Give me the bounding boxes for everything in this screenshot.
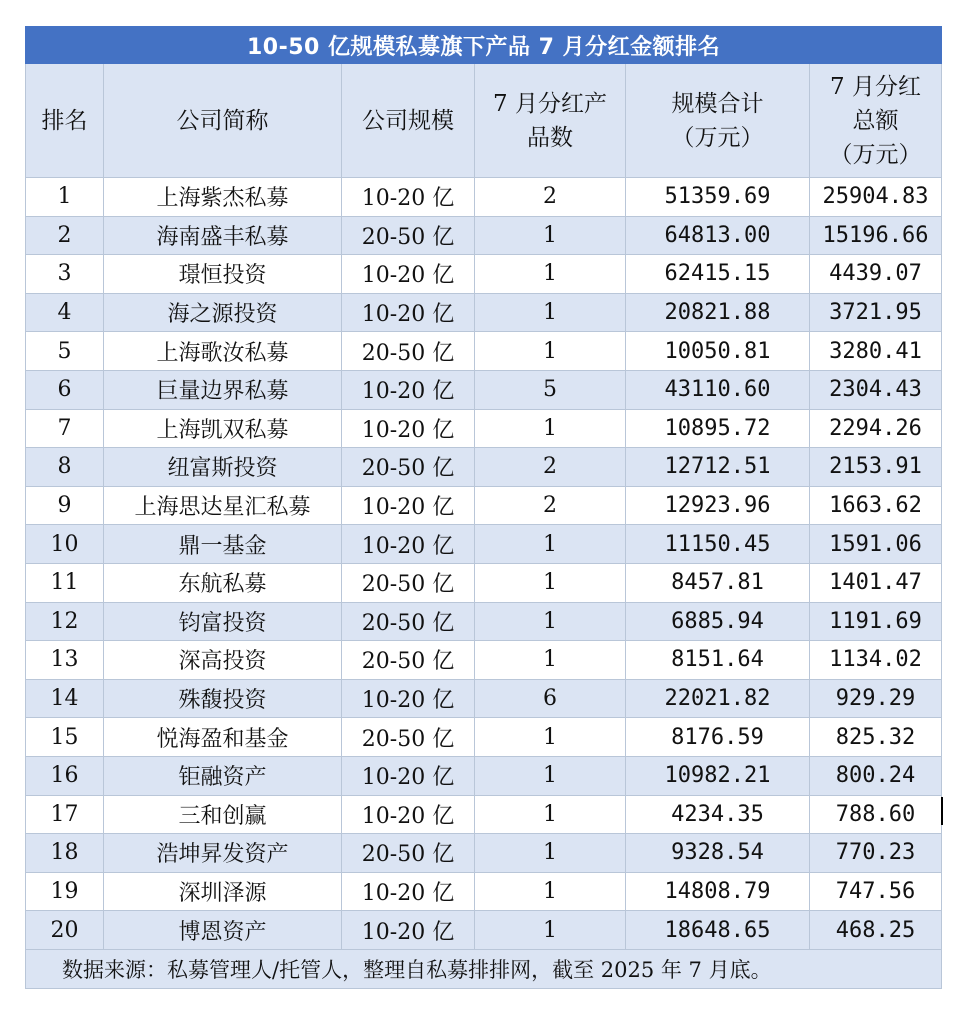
scale-cell[interactable]: 20-50 亿 [342,718,475,757]
rank-cell[interactable]: 19 [26,872,104,911]
rank-cell[interactable]: 3 [26,255,104,294]
company-cell[interactable]: 鼎一基金 [104,525,342,564]
dividend-cell[interactable]: 1134.02 [810,641,942,680]
table-row [26,641,942,680]
scale-cell[interactable]: 10-20 亿 [342,370,475,409]
scale-cell[interactable]: 10-20 亿 [342,255,475,294]
table-row [26,255,942,294]
count-cell[interactable]: 1 [475,872,626,911]
table-row [26,293,942,332]
company-cell[interactable]: 纽富斯投资 [104,448,342,487]
rank-cell[interactable]: 13 [26,641,104,680]
company-cell[interactable]: 博恩资产 [104,911,342,950]
rank-cell[interactable]: 2 [26,216,104,255]
count-cell[interactable]: 2 [475,448,626,487]
header-line: 总额 [852,107,899,134]
company-cell[interactable]: 璟恒投资 [104,255,342,294]
company-cell[interactable]: 三和创赢 [104,795,342,834]
source-note: 数据来源：私募管理人/托管人，整理自私募排排网，截至 2025 年 7 月底。 [26,949,942,988]
table-row [26,563,942,602]
total-scale-cell[interactable]: 8457.81 [626,563,810,602]
header-scale [342,64,475,178]
count-cell[interactable]: 1 [475,718,626,757]
dividend-cell[interactable]: 1401.47 [810,563,942,602]
count-cell[interactable]: 1 [475,293,626,332]
total-scale-cell[interactable]: 51359.69 [626,178,810,217]
count-cell[interactable]: 1 [475,911,626,950]
dividend-cell[interactable]: 2304.43 [810,370,942,409]
total-scale-cell[interactable]: 14808.79 [626,872,810,911]
total-scale-cell[interactable]: 10895.72 [626,409,810,448]
scale-cell[interactable]: 10-20 亿 [342,679,475,718]
scale-cell[interactable]: 10-20 亿 [342,178,475,217]
dividend-cell[interactable]: 3721.95 [810,293,942,332]
company-cell[interactable]: 上海凯双私募 [104,409,342,448]
table-row [26,178,942,217]
scale-cell[interactable]: 20-50 亿 [342,216,475,255]
table-row [26,525,942,564]
dividend-cell[interactable]: 15196.66 [810,216,942,255]
rank-cell[interactable]: 16 [26,756,104,795]
total-scale-cell[interactable]: 10982.21 [626,756,810,795]
dividend-cell[interactable]: 2153.91 [810,448,942,487]
table-row [26,216,942,255]
ranking-table [25,26,942,989]
header-line: 排名 [41,107,88,134]
total-scale-cell[interactable]: 18648.65 [626,911,810,950]
table-row [26,486,942,525]
total-scale-cell[interactable]: 10050.81 [626,332,810,371]
count-cell[interactable]: 1 [475,409,626,448]
company-cell[interactable]: 海之源投资 [104,293,342,332]
rank-cell[interactable]: 8 [26,448,104,487]
header-company [104,64,342,178]
total-scale-cell[interactable]: 64813.00 [626,216,810,255]
total-scale-cell[interactable]: 43110.60 [626,370,810,409]
header-line: 7 月分红 [830,73,921,100]
count-cell[interactable]: 1 [475,756,626,795]
header-dividend-count [475,64,626,178]
scale-cell[interactable]: 20-50 亿 [342,602,475,641]
count-cell[interactable]: 1 [475,255,626,294]
dividend-cell[interactable]: 2294.26 [810,409,942,448]
table-row [26,718,942,757]
scale-cell[interactable]: 10-20 亿 [342,525,475,564]
scale-cell[interactable]: 20-50 亿 [342,448,475,487]
company-cell[interactable]: 上海歌汝私募 [104,332,342,371]
total-scale-cell[interactable]: 9328.54 [626,834,810,873]
scale-cell[interactable]: 20-50 亿 [342,332,475,371]
company-cell[interactable]: 钧富投资 [104,602,342,641]
scale-cell[interactable]: 20-50 亿 [342,641,475,680]
count-cell[interactable]: 1 [475,563,626,602]
company-cell[interactable]: 海南盛丰私募 [104,216,342,255]
scale-cell[interactable]: 10-20 亿 [342,795,475,834]
rank-cell[interactable]: 15 [26,718,104,757]
scale-cell[interactable]: 10-20 亿 [342,911,475,950]
rank-cell[interactable]: 12 [26,602,104,641]
header-line: 公司简称 [176,107,269,134]
table-row [26,795,942,834]
dividend-cell[interactable]: 788.60 [810,795,942,834]
total-scale-cell[interactable]: 22021.82 [626,679,810,718]
rank-cell[interactable]: 17 [26,795,104,834]
dividend-cell[interactable]: 3280.41 [810,332,942,371]
total-scale-cell[interactable]: 8176.59 [626,718,810,757]
header-line: （万元） [829,141,922,168]
scale-cell[interactable]: 20-50 亿 [342,834,475,873]
company-cell[interactable]: 上海紫杰私募 [104,178,342,217]
count-cell[interactable]: 6 [475,679,626,718]
header-line: 7 月分红产 [493,90,607,117]
table-row [26,409,942,448]
company-cell[interactable]: 东航私募 [104,563,342,602]
rank-cell[interactable]: 9 [26,486,104,525]
dividend-cell[interactable]: 1591.06 [810,525,942,564]
count-cell[interactable]: 1 [475,525,626,564]
rank-cell[interactable]: 7 [26,409,104,448]
table-row [26,602,942,641]
dividend-cell[interactable]: 800.24 [810,756,942,795]
dividend-cell[interactable]: 770.23 [810,834,942,873]
text-cursor [941,797,943,825]
header-total-scale [626,64,810,178]
count-cell[interactable]: 5 [475,370,626,409]
rank-cell[interactable]: 11 [26,563,104,602]
scale-cell[interactable]: 10-20 亿 [342,486,475,525]
header-row [26,64,942,178]
dividend-cell[interactable]: 1663.62 [810,486,942,525]
company-cell[interactable]: 巨量边界私募 [104,370,342,409]
total-scale-cell[interactable]: 20821.88 [626,293,810,332]
company-cell[interactable]: 浩坤昇发资产 [104,834,342,873]
dividend-cell[interactable]: 747.56 [810,872,942,911]
count-cell[interactable]: 1 [475,834,626,873]
rank-cell[interactable]: 6 [26,370,104,409]
table-row [26,370,942,409]
header-line: 规模合计 [671,90,764,117]
table-row [26,872,942,911]
rank-cell[interactable]: 20 [26,911,104,950]
company-cell[interactable]: 上海思达星汇私募 [104,486,342,525]
count-cell[interactable]: 1 [475,332,626,371]
scale-cell[interactable]: 10-20 亿 [342,756,475,795]
dividend-cell[interactable]: 929.29 [810,679,942,718]
dividend-cell[interactable]: 825.32 [810,718,942,757]
rank-cell[interactable]: 18 [26,834,104,873]
scale-cell[interactable]: 10-20 亿 [342,872,475,911]
table-row [26,834,942,873]
count-cell[interactable]: 1 [475,641,626,680]
table-row [26,756,942,795]
header-rank [26,64,104,178]
table-row [26,332,942,371]
table-row [26,911,942,950]
header-line: 品数 [527,124,573,151]
header-dividend-total [810,64,942,178]
company-cell[interactable]: 钜融资产 [104,756,342,795]
total-scale-cell[interactable]: 11150.45 [626,525,810,564]
total-scale-cell[interactable]: 12712.51 [626,448,810,487]
rank-cell[interactable]: 1 [26,178,104,217]
scale-cell[interactable]: 10-20 亿 [342,293,475,332]
table-row [26,679,942,718]
scale-cell[interactable]: 20-50 亿 [342,563,475,602]
total-scale-cell[interactable]: 62415.15 [626,255,810,294]
total-scale-cell[interactable]: 12923.96 [626,486,810,525]
rank-cell[interactable]: 10 [26,525,104,564]
rank-cell[interactable]: 14 [26,679,104,718]
table-title: 10-50 亿规模私募旗下产品 7 月分红金额排名 [26,27,942,64]
scale-cell[interactable]: 10-20 亿 [342,409,475,448]
company-cell[interactable]: 深圳泽源 [104,872,342,911]
header-line: 公司规模 [362,107,454,134]
count-cell[interactable]: 1 [475,602,626,641]
dividend-cell[interactable]: 1191.69 [810,602,942,641]
header-line: （万元） [671,124,764,151]
rank-cell[interactable]: 4 [26,293,104,332]
company-cell[interactable]: 悦海盈和基金 [104,718,342,757]
dividend-cell[interactable]: 4439.07 [810,255,942,294]
spreadsheet [25,26,941,989]
rank-cell[interactable]: 5 [26,332,104,371]
total-scale-cell[interactable]: 6885.94 [626,602,810,641]
company-cell[interactable]: 殊馥投资 [104,679,342,718]
dividend-cell[interactable]: 25904.83 [810,178,942,217]
count-cell[interactable]: 1 [475,795,626,834]
table-row [26,448,942,487]
count-cell[interactable]: 2 [475,178,626,217]
table-body [26,178,942,950]
dividend-cell[interactable]: 468.25 [810,911,942,950]
count-cell[interactable]: 1 [475,216,626,255]
company-cell[interactable]: 深高投资 [104,641,342,680]
total-scale-cell[interactable]: 8151.64 [626,641,810,680]
total-scale-cell[interactable]: 4234.35 [626,795,810,834]
count-cell[interactable]: 2 [475,486,626,525]
